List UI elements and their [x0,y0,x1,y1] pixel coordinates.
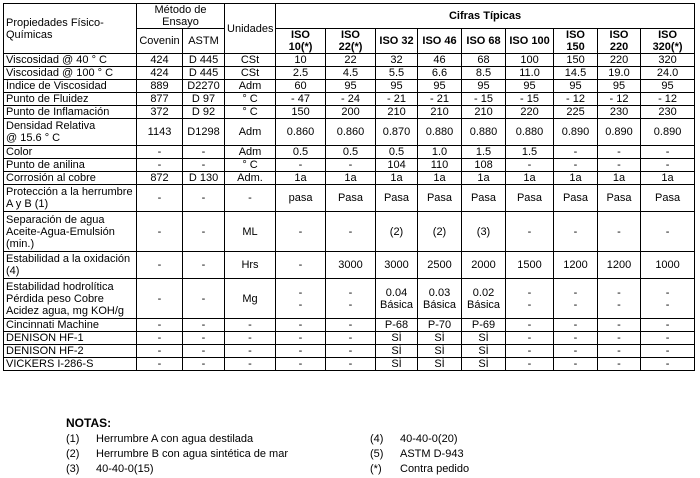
typical-value: 1a [376,172,418,185]
typical-value: SÍ [418,358,462,371]
typical-value: 1a [326,172,376,185]
table-row [4,212,695,252]
property-name: Separación de agua Aceite-Agua-Emulsión (min.) [4,212,137,252]
note-number: (2) [66,448,80,460]
typical-value: - - [326,279,376,319]
unit: - [225,185,276,212]
notes-right-column [370,432,469,477]
typical-value: SÍ [376,332,418,345]
table-row [4,185,695,212]
typical-value: 95 [418,80,462,93]
table-row [4,93,695,106]
typical-value: - [506,212,554,252]
header-units: Unidades [225,4,276,54]
header-properties: Propiedades Físico-Químicas [4,4,137,54]
typical-value: (3) [462,212,506,252]
property-name: Corrosión al cobre [4,172,137,185]
table-row [4,146,695,159]
astm-method: D 92 [183,106,225,119]
typical-value: Pasa [506,185,554,212]
typical-value: 0.880 [418,119,462,146]
typical-value: - [326,319,376,332]
typical-value: (2) [418,212,462,252]
property-name: Punto de Fluidez [4,93,137,106]
specifications-table [3,3,695,371]
typical-value: - - [506,279,554,319]
astm-method: D 445 [183,67,225,80]
covenin-method: 424 [137,54,183,67]
typical-value: 3000 [376,252,418,279]
typical-value: - [598,212,641,252]
typical-value: 19.0 [598,67,641,80]
note-line [66,447,288,462]
typical-value: 1000 [641,252,695,279]
covenin-method: - [137,319,183,332]
covenin-method: 877 [137,93,183,106]
unit: Adm. [225,172,276,185]
typical-value: - 21 [418,93,462,106]
typical-value: 10 [276,54,326,67]
typical-value: 100 [506,54,554,67]
typical-value: 5.5 [376,67,418,80]
typical-value: - [641,212,695,252]
typical-value: - [641,345,695,358]
typical-value: - [276,358,326,371]
typical-value: 6.6 [418,67,462,80]
typical-value: 0.870 [376,119,418,146]
astm-method: - [183,252,225,279]
typical-value: 46 [418,54,462,67]
typical-value: 110 [418,159,462,172]
covenin-method: 424 [137,67,183,80]
typical-value: 2500 [418,252,462,279]
typical-value: SÍ [462,332,506,345]
table-row [4,159,695,172]
typical-value: 150 [554,54,598,67]
typical-value: 95 [598,80,641,93]
typical-value: - [641,146,695,159]
astm-method: - [183,159,225,172]
astm-method: D 130 [183,172,225,185]
typical-value: 68 [462,54,506,67]
typical-value: - 12 [641,93,695,106]
typical-value: P-70 [418,319,462,332]
typical-value: - [506,319,554,332]
typical-value: SÍ [418,345,462,358]
covenin-method: - [137,279,183,319]
typical-value: 1.5 [506,146,554,159]
typical-value: - [598,345,641,358]
typical-value: - 47 [276,93,326,106]
astm-method: - [183,212,225,252]
table-row [4,80,695,93]
note-text: Herrumbre A con agua destilada [96,433,254,445]
covenin-method: - [137,345,183,358]
typical-value: P-68 [376,319,418,332]
typical-value: 0.5 [326,146,376,159]
property-name: Punto de anilina [4,159,137,172]
table-row [4,54,695,67]
typical-value: SÍ [376,345,418,358]
typical-value: - [641,319,695,332]
typical-value: 95 [554,80,598,93]
note-text: Herrumbre B con agua sintética de mar [96,448,288,460]
header-grade: ISO 150 [554,29,598,54]
typical-value: - 12 [598,93,641,106]
typical-value: - [326,212,376,252]
typical-value: - [598,332,641,345]
unit: Adm [225,119,276,146]
typical-value: - [554,319,598,332]
typical-value: 0.880 [506,119,554,146]
covenin-method: - [137,332,183,345]
unit: - [225,345,276,358]
typical-value: 210 [376,106,418,119]
typical-value: 0.02 Básica [462,279,506,319]
typical-value: 0.860 [276,119,326,146]
property-name: Estabilidad a la oxidación (4) [4,252,137,279]
astm-method: - [183,332,225,345]
unit: ML [225,212,276,252]
typical-value: - [554,358,598,371]
unit: Adm [225,146,276,159]
note-number: (4) [370,433,384,445]
typical-value: - [276,345,326,358]
typical-value: - [506,358,554,371]
typical-value: 1a [598,172,641,185]
table-row [4,358,695,371]
typical-value: 220 [506,106,554,119]
typical-value: 22 [326,54,376,67]
property-name: Punto de Inflamación [4,106,137,119]
typical-value: 220 [598,54,641,67]
typical-value: SÍ [376,358,418,371]
astm-method: - [183,279,225,319]
typical-value: 0.890 [554,119,598,146]
typical-value: - [506,345,554,358]
property-name: Protección a la herrumbre A y B (1) [4,185,137,212]
typical-value: 0.890 [598,119,641,146]
property-name: DENISON HF-2 [4,345,137,358]
typical-value: 0.5 [376,146,418,159]
unit: - [225,358,276,371]
covenin-method: 872 [137,172,183,185]
property-name: Estabilidad hodrolítica Pérdida peso Cobre Acidez agua, mg KOH/g [4,279,137,319]
unit: - [225,319,276,332]
header-grade: ISO 22(*) [326,29,376,54]
unit: ° C [225,106,276,119]
typical-value: 95 [506,80,554,93]
typical-value: SÍ [462,345,506,358]
header-grade: ISO 10(*) [276,29,326,54]
note-text: Contra pedido [400,463,470,475]
table-row [4,172,695,185]
note-text: ASTM D-943 [400,448,464,460]
typical-value: 1500 [506,252,554,279]
typical-value: 4.5 [326,67,376,80]
table-row [4,119,695,146]
typical-value: - [506,332,554,345]
typical-value: - [276,319,326,332]
astm-method: - [183,345,225,358]
property-name: Color [4,146,137,159]
typical-value: 32 [376,54,418,67]
typical-value: - [326,159,376,172]
typical-value: 150 [276,106,326,119]
typical-value: - [276,332,326,345]
typical-value: 200 [326,106,376,119]
table-row [4,319,695,332]
covenin-method: 889 [137,80,183,93]
typical-value: - [326,358,376,371]
table-row [4,332,695,345]
typical-value: - [506,159,554,172]
note-text: 40-40-0(20) [400,433,458,445]
typical-value: - [641,358,695,371]
typical-value: - [276,212,326,252]
unit: - [225,332,276,345]
typical-value: 2.5 [276,67,326,80]
header-typical-figures: Cifras Típicas [276,4,695,29]
typical-value: 210 [462,106,506,119]
property-name: Densidad Relativa @ 15.6 ° C [4,119,137,146]
typical-value: 230 [598,106,641,119]
typical-value: - [554,146,598,159]
typical-value: 0.860 [326,119,376,146]
astm-method: D2270 [183,80,225,93]
unit: Hrs [225,252,276,279]
covenin-method: - [137,185,183,212]
typical-value: - 15 [506,93,554,106]
typical-value: 60 [276,80,326,93]
typical-value: 0.5 [276,146,326,159]
typical-value: (2) [376,212,418,252]
astm-method: - [183,146,225,159]
header-grade: ISO 68 [462,29,506,54]
typical-value: Pasa [598,185,641,212]
astm-method: D 445 [183,54,225,67]
unit: CSt [225,67,276,80]
typical-value: 1.0 [418,146,462,159]
typical-value: Pasa [326,185,376,212]
typical-value: 1a [418,172,462,185]
typical-value: Pasa [418,185,462,212]
typical-value: pasa [276,185,326,212]
covenin-method: - [137,358,183,371]
property-name: Cincinnati Machine [4,319,137,332]
property-name: Viscosidad @ 40 ° C [4,54,137,67]
note-line [370,462,469,477]
note-line [370,447,469,462]
table-row [4,345,695,358]
typical-value: 104 [376,159,418,172]
typical-value: 1a [554,172,598,185]
typical-value: 1a [506,172,554,185]
typical-value: 24.0 [641,67,695,80]
typical-value: 11.0 [506,67,554,80]
table-row [4,106,695,119]
astm-method: - [183,358,225,371]
property-name: Índice de Viscosidad [4,80,137,93]
property-name: DENISON HF-1 [4,332,137,345]
typical-value: 8.5 [462,67,506,80]
typical-value: 2000 [462,252,506,279]
typical-value: 3000 [326,252,376,279]
note-line [370,432,469,447]
astm-method: D1298 [183,119,225,146]
covenin-method: 372 [137,106,183,119]
typical-value: 1a [641,172,695,185]
typical-value: 0.04 Básica [376,279,418,319]
typical-value: - 21 [376,93,418,106]
astm-method: - [183,185,225,212]
typical-value: - [554,345,598,358]
covenin-method: 1143 [137,119,183,146]
typical-value: 1a [276,172,326,185]
typical-value: 1200 [598,252,641,279]
typical-value: - [641,332,695,345]
typical-value: - 24 [326,93,376,106]
typical-value: 95 [641,80,695,93]
typical-value: - 15 [462,93,506,106]
table-row [4,279,695,319]
typical-value: - [276,252,326,279]
typical-value: 0.03 Básica [418,279,462,319]
typical-value: - - [641,279,695,319]
typical-value: Pasa [554,185,598,212]
typical-value: Pasa [641,185,695,212]
note-number: (*) [370,463,382,475]
header-grade: ISO 220 [598,29,641,54]
astm-method: D 97 [183,93,225,106]
typical-value: 210 [418,106,462,119]
header-covenin: Covenin [137,29,183,54]
typical-value: SÍ [462,358,506,371]
unit: Adm [225,80,276,93]
header-grade: ISO 32 [376,29,418,54]
typical-value: - - [276,279,326,319]
note-number: (1) [66,433,80,445]
typical-value: 1200 [554,252,598,279]
header-grade: ISO 100 [506,29,554,54]
typical-value: - [598,358,641,371]
typical-value: 95 [376,80,418,93]
covenin-method: - [137,146,183,159]
typical-value: SÍ [418,332,462,345]
header-grade: ISO 46 [418,29,462,54]
typical-value: 225 [554,106,598,119]
typical-value: 320 [641,54,695,67]
typical-value: - - [598,279,641,319]
astm-method: - [183,319,225,332]
covenin-method: - [137,159,183,172]
covenin-method: - [137,252,183,279]
note-number: (5) [370,448,384,460]
header-test-method: Método de Ensayo [137,4,225,29]
typical-value: 0.890 [641,119,695,146]
typical-value: - [276,159,326,172]
property-name: VICKERS I-286-S [4,358,137,371]
notes-title: NOTAS: [66,416,112,430]
typical-value: - [641,159,695,172]
note-number: (3) [66,463,80,475]
typical-value: - [598,146,641,159]
typical-value: P-69 [462,319,506,332]
header-astm: ASTM [183,29,225,54]
property-name: Viscosidad @ 100 ° C [4,67,137,80]
unit: CSt [225,54,276,67]
table-row [4,252,695,279]
unit: Mg [225,279,276,319]
typical-value: Pasa [376,185,418,212]
typical-value: - - [554,279,598,319]
typical-value: 95 [462,80,506,93]
header-grade: ISO 320(*) [641,29,695,54]
typical-value: - 12 [554,93,598,106]
typical-value: Pasa [462,185,506,212]
typical-value: - [326,332,376,345]
typical-value: 14.5 [554,67,598,80]
typical-value: 108 [462,159,506,172]
note-line [66,432,288,447]
notes-left-column [66,432,288,477]
typical-value: - [598,159,641,172]
typical-value: - [598,319,641,332]
typical-value: - [554,332,598,345]
covenin-method: - [137,212,183,252]
typical-value: - [554,159,598,172]
typical-value: - [326,345,376,358]
note-text: 40-40-0(15) [96,463,154,475]
typical-value: 1a [462,172,506,185]
typical-value: 95 [326,80,376,93]
typical-value: 1.5 [462,146,506,159]
typical-value: - [554,212,598,252]
unit: ° C [225,93,276,106]
typical-value: 230 [641,106,695,119]
table-row [4,67,695,80]
note-line [66,462,288,477]
typical-value: 0.880 [462,119,506,146]
unit: ° C [225,159,276,172]
